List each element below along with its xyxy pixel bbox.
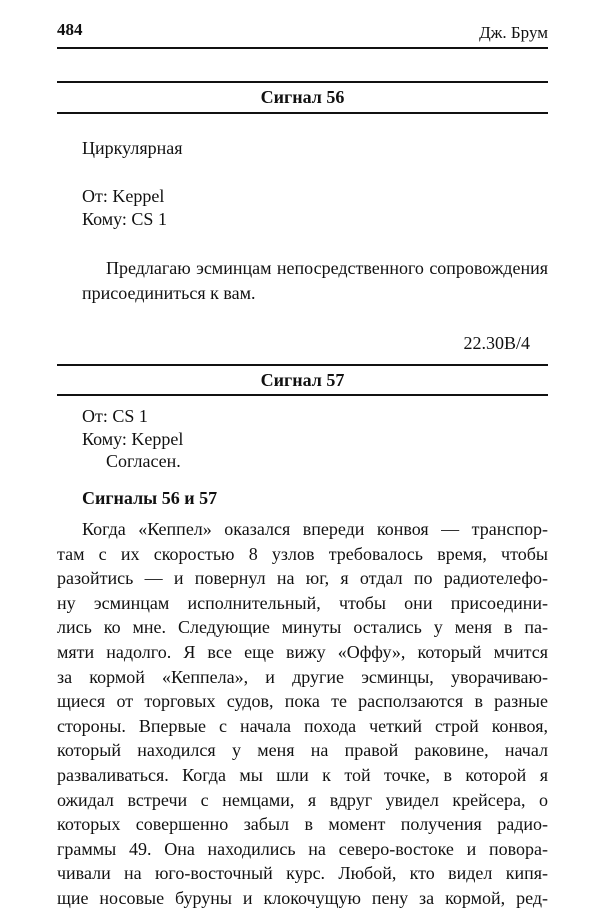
commentary-line: лись ко мне. Следующие минуты остались у меня в па- [57,617,548,638]
signal-57-title: Сигнал 57 [260,370,345,390]
commentary-heading: Сигналы 56 и 57 [82,488,218,508]
commentary-line: там с их скоростью 8 узлов требовалось время, чтобы [57,543,548,564]
commentary-line: ожидал встречи с немцами, я вдруг увидел крейсера, о [57,789,548,810]
commentary-line: чивали на юго-восточный курс. Любой, кто видел кипя- [57,863,548,884]
signal-56-type: Циркулярная [82,138,183,158]
signal-57-to: Кому: Keppel [82,429,184,449]
commentary-line: Когда «Кеппел» оказался впереди конвоя — транспор- [82,519,548,539]
signal-56-from: От: Keppel [82,186,165,206]
divider [57,112,548,114]
running-header-author: Дж. Брум [479,23,548,42]
commentary-line: граммы 49. Она находились на северо-востоке и повора- [57,838,548,859]
commentary-line: щиеся от торговых судов, пока те расползаются в разные [57,691,548,712]
commentary-line: мяти надолго. Я все еще вижу «Оффу», который мчится [57,642,548,662]
divider [57,394,548,396]
commentary-line: ну эсминцам исполнительный, чтобы они присоедини- [57,592,548,613]
commentary-line: разваливаться. Когда мы шли к той точке, в которой я [57,765,548,785]
signal-56-to: Кому: CS 1 [82,209,167,229]
commentary-line: за кормой «Кеппела», и другие эсминцы, уворачиваю- [57,666,548,687]
signal-56-text-line: Предлагаю эсминцам непосредственного сопровождения [106,258,548,278]
commentary-line: который находился у меня на правой раковине, начал [57,740,548,761]
divider [57,364,548,366]
header-rule [57,47,548,49]
signal-56-time: 22.30B/4 [463,333,530,353]
commentary-line: разойтись — и повернул на юг, я отдал по радиотелефо- [57,568,548,589]
signal-57-from: От: CS 1 [82,406,148,426]
signal-57-text: Согласен. [106,451,181,471]
commentary-line: которых совершенно забыл в момент получения радио- [57,814,548,835]
signal-56-title: Сигнал 56 [260,87,345,107]
divider [57,81,548,83]
page-number: 484 [57,20,83,39]
commentary-line: стороны. Впервые с начала похода четкий строй конвоя, [57,715,548,736]
signal-56-text-line: присоединиться к вам. [82,283,256,303]
commentary-line: щие носовые буруны и клокочущую пену за кормой, ред- [57,888,548,908]
